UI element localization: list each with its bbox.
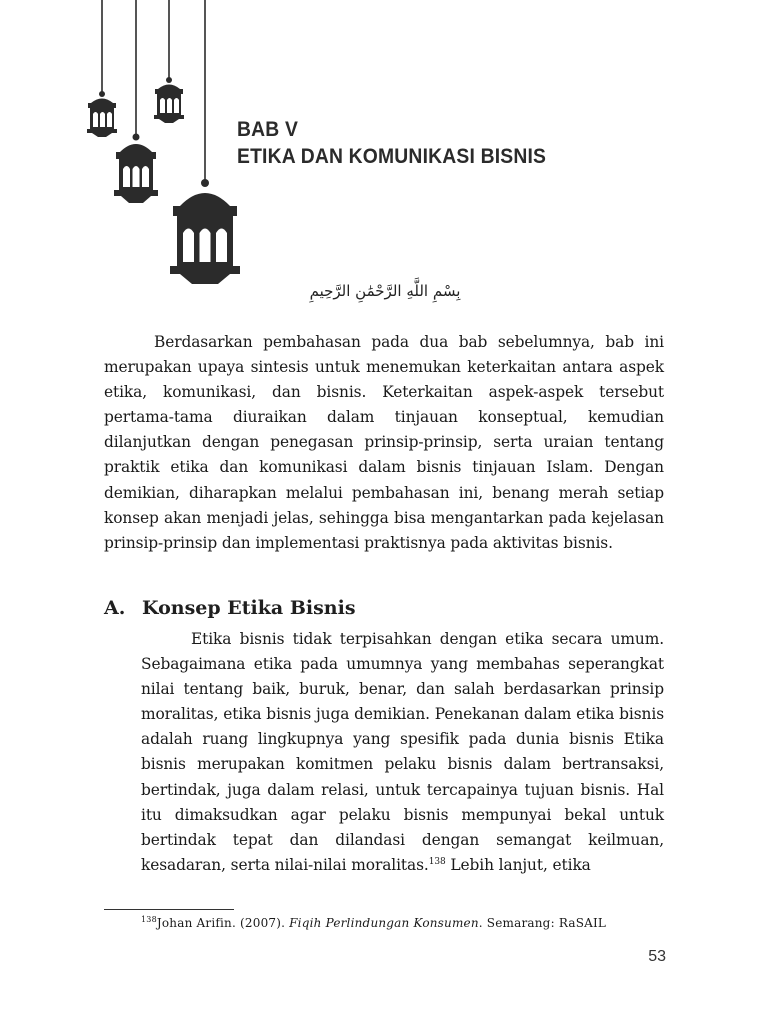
section-paragraph-text: Etika bisnis tidak terpisahkan dengan etika secara umum. Sebagaimana etika pada umumnya yang membahas seperangkat nilai tentang baik, buruk, benar, dan salah berdasarkan prinsip moralitas, etika bisnis juga demikian. Penekanan dalam etika bisnis adalah ruang lingkupnya yang spesifik pada dunia bisnis Etika bisnis merupakan komitmen pelaku bisnis dalam bertransaksi, bertindak, juga dalam relasi, untuk tercapainya tujuan bisnis. Hal itu dimaksudkan agar pelaku bisnis mempunyai bekal untuk bertindak tepat dan dilandasi dengan semangat keilmuan, kesadaran, serta nilai-nilai moralitas. — [141, 630, 664, 874]
section-paragraph-tail: Lebih lanjut, etika — [445, 855, 591, 874]
footnote-divider — [104, 909, 234, 910]
small-lantern-icon — [87, 91, 117, 137]
section-paragraph — [141, 627, 664, 878]
small-lantern-icon — [154, 77, 184, 123]
large-lantern-icon — [170, 179, 240, 284]
section-number: A. — [104, 597, 126, 619]
basmalah: بِسْمِ اللَّهِ الرَّحْمَٰنِ الرَّحِيمِ — [309, 282, 461, 300]
chapter-number: BAB V — [237, 118, 299, 141]
footnote — [141, 914, 666, 932]
footnote-mark: 138 — [141, 915, 157, 924]
page-number: 53 — [648, 948, 666, 965]
chapter-heading — [237, 116, 546, 170]
section-title: Konsep Etika Bisnis — [142, 597, 356, 619]
footnote-reference[interactable]: 138 — [428, 856, 446, 867]
chapter-title: ETIKA DAN KOMUNIKASI BISNIS — [237, 145, 547, 168]
section-heading — [104, 595, 664, 621]
lantern-decoration — [0, 0, 260, 300]
footnote-publisher: . Semarang: RaSAIL — [478, 916, 607, 930]
footnote-book-title: Fiqih Perlindungan Konsumen — [289, 916, 479, 930]
footnote-author: Johan Arifin. (2007). — [156, 916, 290, 930]
intro-section — [104, 330, 664, 556]
intro-paragraph: Berdasarkan pembahasan pada dua bab sebelumnya, bab ini merupakan upaya sintesis untuk menemukan keterkaitan antara aspek etika, komunikasi, dan bisnis. Keterkaitan aspek-aspek tersebut pertama-tama diuraikan dalam tinjauan konseptual, kemudian dilanjutkan dengan penegasan prinsip-prinsip, serta uraian tentang praktik etika dan komunikasi dalam bisnis tinjauan Islam. Dengan demikian, diharapkan melalui pembahasan ini, benang merah setiap konsep akan menjadi jelas, sehingga bisa mengantarkan pada kejelasan prinsip-prinsip dan implementasi praktisnya pada aktivitas bisnis. — [104, 333, 664, 552]
medium-lantern-icon — [114, 134, 158, 204]
section-body — [141, 627, 664, 878]
